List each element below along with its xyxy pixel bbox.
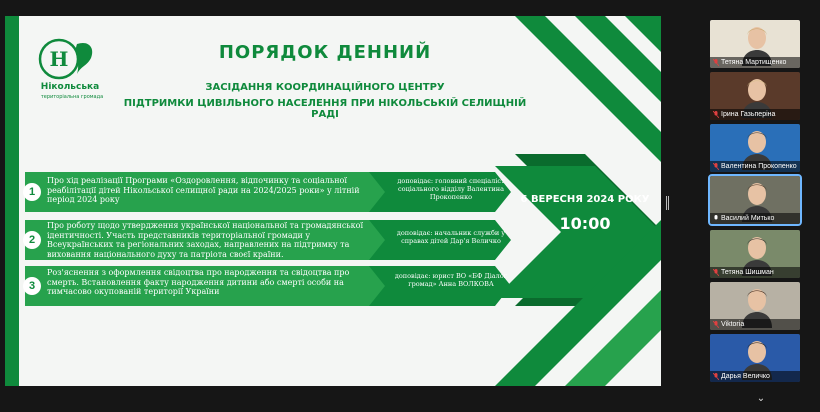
logo-name: Нікольська bbox=[40, 82, 100, 92]
participant-name: Viktoria bbox=[710, 319, 800, 330]
participant-tile[interactable] bbox=[710, 230, 800, 278]
participant-tile[interactable] bbox=[710, 282, 800, 330]
participant-name: Тетяна Мартищенко bbox=[710, 57, 800, 68]
scroll-down-chevron-icon[interactable]: ⌄ bbox=[756, 393, 766, 404]
mic-muted-icon bbox=[713, 163, 719, 170]
mic-muted-icon bbox=[713, 111, 719, 118]
participant-name: Валентина Прокопенко bbox=[710, 161, 800, 172]
participant-tile[interactable] bbox=[710, 176, 800, 224]
participant-tile[interactable] bbox=[710, 124, 800, 172]
participant-name: Ірина Газьперіна bbox=[710, 109, 800, 120]
meeting-time: 10:00 bbox=[559, 214, 611, 233]
agenda-number-2: 2 bbox=[23, 231, 41, 249]
mic-muted-icon bbox=[713, 373, 719, 380]
slide-subtitle-line1: ЗАСІДАННЯ КООРДИНАЦІЙНОГО ЦЕНТРУ bbox=[205, 82, 445, 93]
nikolska-logo-icon bbox=[37, 36, 99, 82]
agenda-item-2-speaker: доповідає: начальник служби у справах дітей Дар'я Величко bbox=[396, 229, 506, 245]
panel-resize-handle[interactable] bbox=[666, 196, 669, 210]
participant-tile[interactable] bbox=[710, 20, 800, 68]
mic-muted-icon bbox=[713, 59, 719, 66]
agenda-item-3-text: Роз'яснення з оформлення свідоцтва про народження та свідоцтва про смерть. Встановлення факту народження дитини або смерті особи на тимчасово окупованій території України bbox=[47, 268, 350, 296]
shared-slide bbox=[5, 16, 661, 386]
agenda-item-1-speaker: доповідає: головний спеціаліст соціального відділу Валентина Прокопенко bbox=[397, 177, 505, 201]
agenda-number-3: 3 bbox=[23, 277, 41, 295]
mic-icon bbox=[713, 215, 719, 222]
agenda-item-2-text: Про роботу щодо утвердження української національної та громадянської ідентичності. Участь представників територіальної громади у Всеукраїнських та регіональних заходах, направлених на підтримку та виховання національного духу та патріота своєї країни. bbox=[47, 221, 364, 259]
participant-name: Василий Митько bbox=[710, 213, 800, 224]
mic-muted-icon bbox=[713, 321, 719, 328]
meeting-date: 6 ВЕРЕСНЯ 2024 РОКУ bbox=[520, 194, 650, 205]
slide-subtitle-line2: ПІДТРИМКИ ЦИВІЛЬНОГО НАСЕЛЕННЯ ПРИ НІКОЛЬСЬКІЙ СЕЛИЩНІЙ РАДІ bbox=[123, 98, 527, 120]
slide-title: ПОРЯДОК ДЕННИЙ bbox=[218, 42, 432, 63]
svg-text:Н: Н bbox=[49, 47, 69, 71]
mic-muted-icon bbox=[713, 269, 719, 276]
participant-tile[interactable] bbox=[710, 334, 800, 382]
participant-name: Тетяна Шишман bbox=[710, 267, 800, 278]
participant-tile[interactable] bbox=[710, 72, 800, 120]
participant-name: Дарья Величко bbox=[710, 371, 800, 382]
logo-subtitle: територіальна громада bbox=[40, 94, 104, 100]
agenda-item-3-speaker: доповідає: юрист ВО «БФ Діалог громад» Анна ВОЛКОВА bbox=[394, 272, 508, 288]
agenda-number-1: 1 bbox=[23, 183, 41, 201]
agenda-item-1-text: Про хід реалізації Програми «Оздоровлення, відпочинку та соціальної реабілітації дітей Нікольської селищної ради на 2024/2025 роки» у літній період 2024 року bbox=[47, 176, 360, 204]
